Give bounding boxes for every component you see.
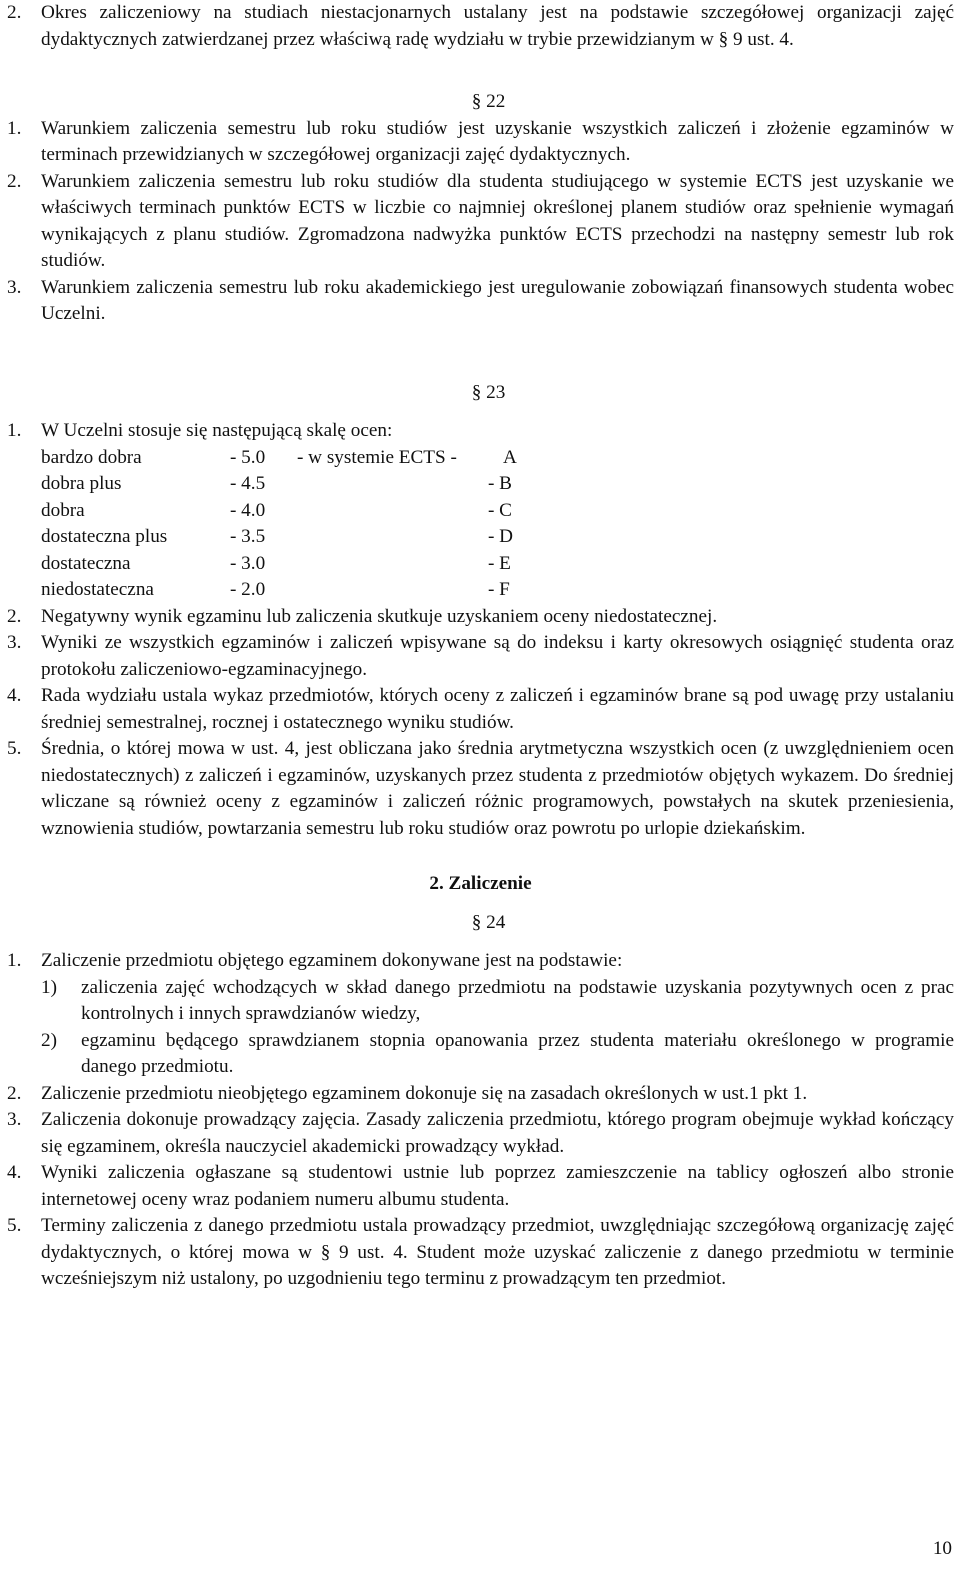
grade-name: dobra plus — [41, 473, 122, 494]
grade-row — [41, 498, 601, 525]
section-22 — [7, 116, 954, 328]
sub-item-text: egzaminu będącego sprawdzianem stopnia opanowania przez studenta materiału określonego w programie danego przedmiotu. — [81, 1029, 954, 1077]
grade-value: - 5.0 — [230, 446, 266, 468]
list-item — [7, 275, 954, 328]
item-number: 2. — [7, 1082, 22, 1104]
item-number: 1. — [7, 420, 22, 441]
item-number: 5. — [7, 738, 22, 759]
grade-row — [41, 577, 601, 604]
section-22-title: § 22 — [471, 91, 506, 112]
grade-name: niedostateczna — [41, 579, 154, 600]
grade-name: bardzo dobra — [41, 446, 142, 468]
item-text: Warunkiem zaliczenia semestru lub roku akademickiego jest uregulowanie zobowiązań finansowych studenta wobec Uczelni. — [41, 276, 954, 324]
section-23 — [7, 418, 954, 842]
sub-item-number: 1) — [41, 976, 57, 998]
list-item — [7, 1213, 954, 1293]
grade-ects: A — [503, 446, 517, 468]
grade-row — [41, 445, 601, 472]
grade-ects: - C — [488, 499, 512, 521]
list-item — [7, 948, 954, 1081]
item-text: Zaliczenie przedmiotu objętego egzaminem dokonywane jest na podstawie: — [41, 950, 623, 971]
grade-row — [41, 471, 601, 498]
grade-name: dobra — [41, 499, 85, 521]
page-number: 10 — [932, 1538, 952, 1559]
item-text: Rada wydziału ustala wykaz przedmiotów, których oceny z zaliczeń i egzaminów brane są pod uwagę przy ustalaniu średniej semestralnej, rocznej i ostatecznego wyniku studiów. — [41, 685, 954, 733]
sub-item-text: zaliczenia zajęć wchodzących w skład danego przedmiotu na podstawie uzyskania pozytywnych ocen z prac kontrolnych i innych sprawdzianów wiedzy, — [81, 976, 954, 1024]
list-item — [7, 1081, 954, 1108]
list-item — [7, 169, 954, 275]
item-text: Terminy zaliczenia z danego przedmiotu ustala prowadzący przedmiot, uwzględniając szczegółową organizację zajęć dydaktycznych, o której mowa w § 9 ust. 4. Student może uzyskać zaliczenie z danego przedmiotu w terminie wcześniejszym niż ustalony, po uzgodnieniu tego terminu z prowadzącym ten przedmiot. — [41, 1215, 954, 1289]
item-text: Warunkiem zaliczenia semestru lub roku studiów jest uzyskanie wszystkich zaliczeń i złożenie egzaminów w terminach przewidzianych w szczegółowej organizacji zajęć dydaktycznych. — [41, 117, 954, 165]
sub-item-number: 2) — [41, 1029, 57, 1051]
grade-name: dostateczna — [41, 552, 131, 574]
grade-ects-label: - w systemie ECTS - — [297, 446, 457, 468]
sub-item — [41, 975, 954, 1028]
grade-value: - 3.0 — [230, 552, 266, 574]
list-item — [7, 630, 954, 683]
item-number: 3. — [7, 1109, 22, 1130]
sub-item — [41, 1028, 954, 1081]
item-number: 2. — [7, 2, 22, 23]
item-text: Warunkiem zaliczenia semestru lub roku studiów dla studenta studiującego w systemie ECTS jest uzyskanie we właściwych terminach punktów ECTS w liczbie co najmniej określonej planem studiów oraz spełnienie wymagań wynikających z planu studiów. Zgromadzona nadwyżka punktów ECTS przechodzi na następny semestr lub rok studiów. — [41, 170, 954, 271]
item-number: 2. — [7, 605, 22, 627]
item-number: 4. — [7, 1162, 22, 1183]
list-item — [7, 1160, 954, 1213]
item-text: Średnia, o której mowa w ust. 4, jest obliczana jako średnia arytmetyczna wszystkich ocen (z uwzględnieniem ocen niedostatecznych) z zaliczeń i egzaminów, uzyskanych przez studenta z przedmiotów objętych wykazem. Do średniej wliczane są również oceny z egzaminów i zaliczeń różnic programowych, powstałych na skutek przeniesienia, wznowienia studiów, powtarzania semestru lub roku studiów oraz powrotu po urlopie dziekańskim. — [41, 738, 954, 839]
paragraph-2-okres — [7, 0, 954, 53]
grade-ects: - F — [488, 579, 510, 600]
grade-row — [41, 551, 601, 578]
grade-value: - 3.5 — [230, 526, 266, 547]
grade-value: - 2.0 — [230, 579, 266, 600]
list-item — [7, 736, 954, 842]
item-text: Zaliczenie przedmiotu nieobjętego egzaminem dokonuje się na zasadach określonych w ust.1 pkt 1. — [41, 1082, 808, 1104]
grade-ects: - B — [488, 473, 512, 494]
item-text: Zaliczenia dokonuje prowadzący zajęcia. Zasady zaliczenia przedmiotu, którego program obejmuje wykład kończący się egzaminem, określa nauczyciel akademicki prowadzący wykład. — [41, 1109, 954, 1157]
grade-ects: - D — [488, 526, 514, 547]
grade-scale-table — [41, 445, 601, 604]
list-item — [7, 1107, 954, 1160]
list-item — [7, 683, 954, 736]
item-number: 5. — [7, 1215, 22, 1236]
section-24 — [7, 948, 954, 1293]
section-23-title: § 23 — [471, 381, 506, 403]
list-item — [7, 604, 954, 631]
grade-ects: - E — [488, 552, 511, 574]
grade-value: - 4.0 — [230, 499, 266, 521]
item-text: Negatywny wynik egzaminu lub zaliczenia skutkuje uzyskaniem oceny niedostatecznej. — [41, 605, 718, 627]
item-number: 1. — [7, 950, 22, 971]
list-item — [7, 418, 954, 445]
item-number: 3. — [7, 632, 22, 653]
item-text: Wyniki zaliczenia ogłaszane są studentowi ustnie lub poprzez zamieszczenie na tablicy ogłoszeń albo stronie internetowej oceny wraz podaniem numeru albumu studenta. — [41, 1162, 954, 1210]
grade-row — [41, 524, 601, 551]
item-text: W Uczelni stosuje się następującą skalę ocen: — [41, 420, 393, 441]
grade-value: - 4.5 — [230, 473, 266, 494]
section-24-title: § 24 — [471, 911, 506, 933]
list-item — [7, 116, 954, 169]
grade-name: dostateczna plus — [41, 526, 168, 547]
item-number: 3. — [7, 276, 22, 298]
item-number: 4. — [7, 685, 22, 706]
chapter-heading: 2. Zaliczenie — [429, 873, 532, 894]
item-number: 1. — [7, 117, 22, 139]
item-text: Wyniki ze wszystkich egzaminów i zaliczeń wpisywane są do indeksu i karty okresowych osiągnięć studenta oraz protokołu zaliczeniowo-egzaminacyjnego. — [41, 632, 954, 680]
item-text: Okres zaliczeniowy na studiach niestacjonarnych ustalany jest na podstawie szczegółowej organizacji zajęć dydaktycznych zatwierdzanej przez właściwą radę wydziału w trybie przewidzianym w § 9 ust. 4. — [41, 2, 954, 50]
item-number: 2. — [7, 170, 22, 192]
